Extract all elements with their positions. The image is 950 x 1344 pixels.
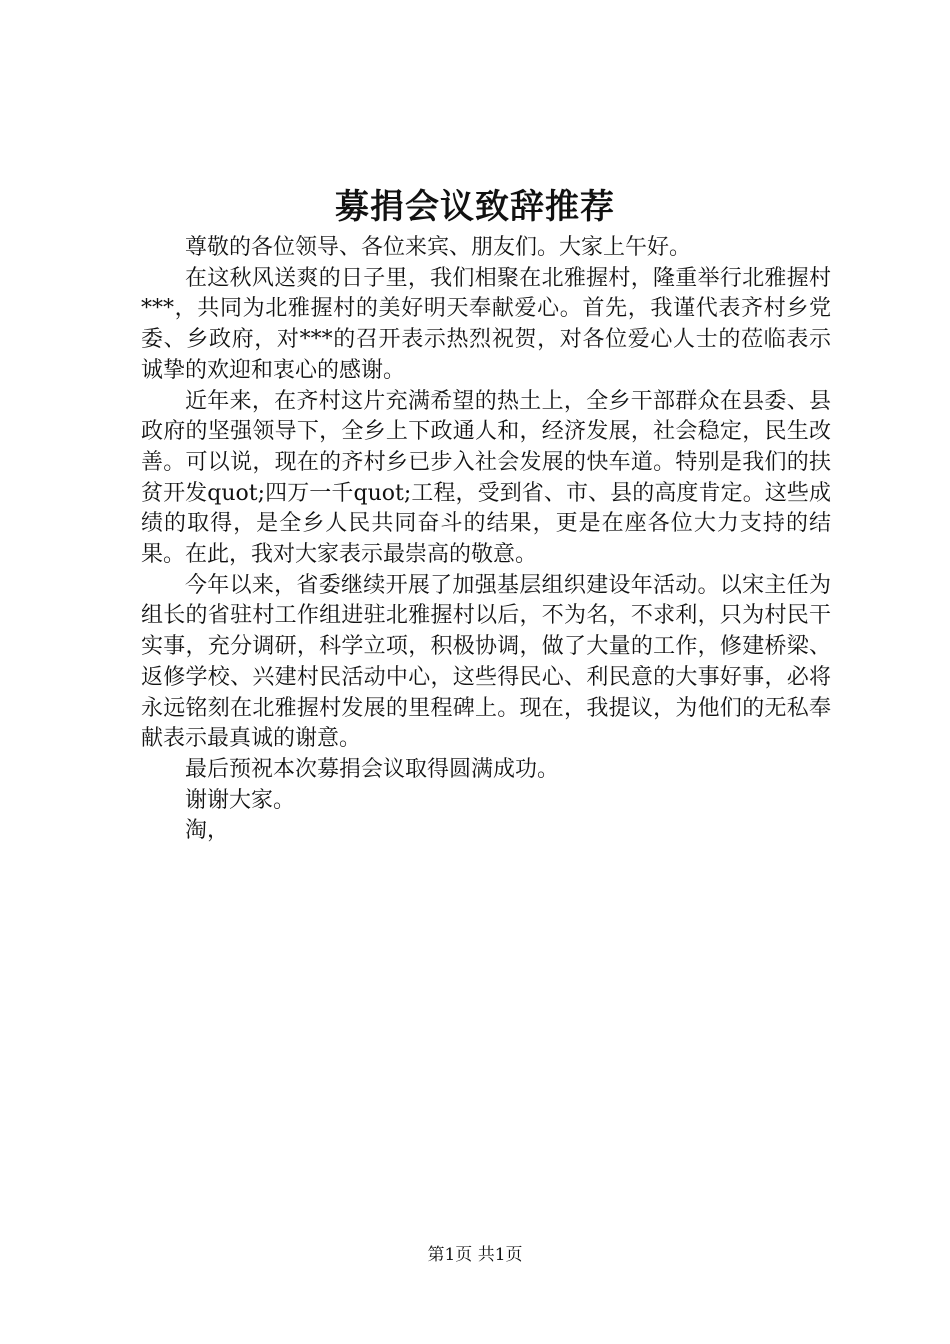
page-number-footer: 第1页 共1页 — [427, 1245, 523, 1265]
document-title: 募捐会议致辞推荐 — [335, 187, 615, 227]
document-body — [141, 233, 831, 847]
paragraph-closing-wish: 最后预祝本次募捐会议取得圆满成功。 — [185, 756, 560, 782]
paragraph-thanks: 谢谢大家。 — [185, 787, 296, 813]
paragraph-opening: 在这秋风送爽的日子里，我们相聚在北雅握村，隆重举行北雅握村***，共同为北雅握村的美好明天奉献爱心。首先，我谨代表齐村乡党委、乡政府，对***的召开表示热烈祝贺，对各位爱心人士的莅临表示诚挚的欢迎和衷心的感谢。 — [141, 265, 831, 383]
paragraph-fragment: 淘， — [185, 818, 230, 844]
paragraph-achievements: 近年来，在齐村这片充满希望的热土上，全乡干部群众在县委、县政府的坚强领导下，全乡上下政通人和，经济发展，社会稳定，民生改善。可以说，现在的齐村乡已步入社会发展的快车道。特别是我们的扶贫开发quot;四万一千quot;工程，受到省、市、县的高度肯定。这些成绩的取得，是全乡人民共同奋斗的结果，更是在座各位大力支持的结果。在此，我对大家表示最崇高的敬意。 — [141, 388, 831, 568]
paragraph-work-team: 今年以来，省委继续开展了加强基层组织建设年活动。以宋主任为组长的省驻村工作组进驻北雅握村以后，不为名，不求利，只为村民干实事，充分调研，科学立项，积极协调，做了大量的工作，修建桥梁、返修学校、兴建村民活动中心，这些得民心、利民意的大事好事，必将永远铭刻在北雅握村发展的里程碑上。现在，我提议，为他们的无私奉献表示最真诚的谢意。 — [141, 572, 831, 752]
paragraph-greeting: 尊敬的各位领导、各位来宾、朋友们。大家上午好。 — [185, 235, 692, 260]
